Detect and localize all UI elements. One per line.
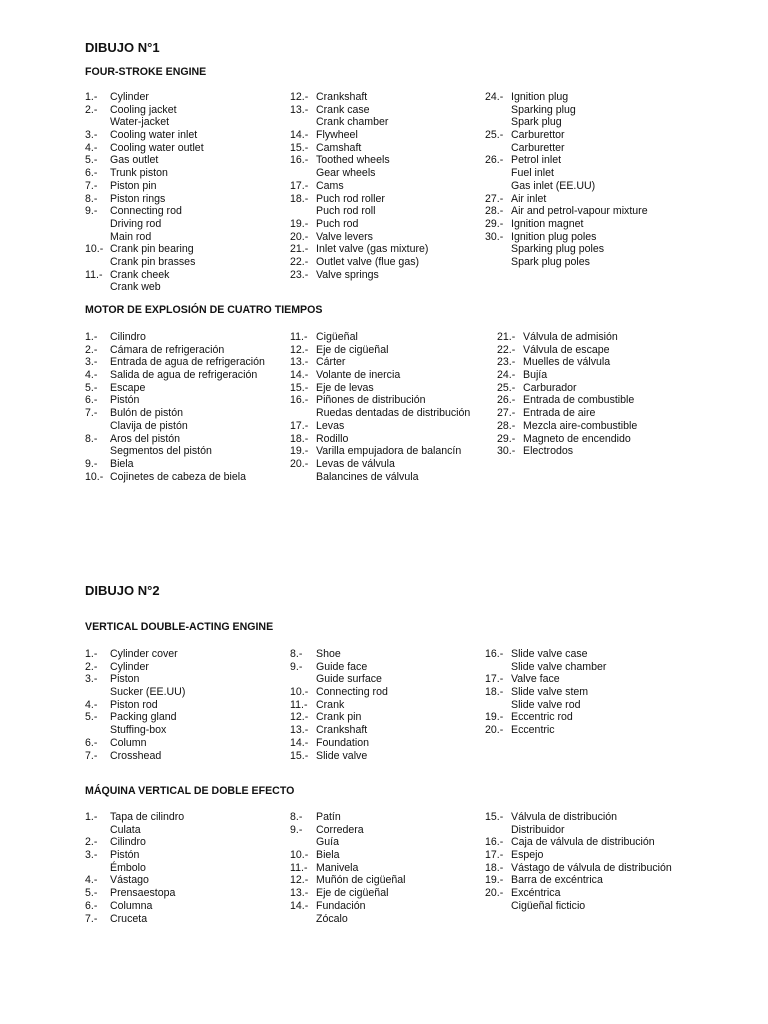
entry-number: 17.- [290, 419, 309, 432]
entry-term: Caja de válvula de distribución [511, 836, 655, 849]
entry-number: 6.- [85, 167, 98, 180]
entry-number: 1.- [85, 331, 98, 343]
entry-term: Rodillo [316, 432, 349, 445]
entry-term: Excéntrica [511, 887, 561, 900]
entry-term: Columna [110, 899, 153, 912]
entry-term: Entrada de agua de refrigeración [110, 356, 265, 369]
entry-term: Ignition magnet [511, 217, 584, 230]
entry-term: Electrodos [523, 445, 574, 458]
entry-term: Crank case [316, 103, 370, 116]
entry-number: 22.- [497, 343, 516, 356]
entry-term: Slide valve [316, 749, 368, 762]
entry-term: Bulón de pistón [110, 407, 184, 420]
entry-term: Bujía [523, 369, 548, 382]
entry-term: Puch rod roll [316, 205, 376, 218]
entry-number: 18.- [290, 192, 309, 205]
entry-number: 13.- [290, 103, 309, 116]
entry-number: 11.- [290, 698, 308, 711]
entry-number: 18.- [485, 861, 504, 874]
entry-term: Distribuidor [511, 823, 565, 836]
entry-number: 13.- [290, 356, 309, 369]
entry-number: 11.- [85, 268, 103, 281]
entry-term: Cooling water outlet [110, 141, 204, 154]
entry-term: Cigüeñal [316, 331, 358, 343]
entry-term: Inlet valve (gas mixture) [316, 243, 429, 256]
entry-term: Eccentric rod [511, 711, 573, 724]
entry-term: Stuffing-box [110, 724, 167, 737]
entry-number: 30.- [497, 445, 516, 458]
entry-term: Air inlet [511, 192, 547, 205]
entry-number: 18.- [290, 432, 309, 445]
entry-term: Air and petrol-vapour mixture [511, 205, 648, 218]
entry-number: 15.- [290, 141, 309, 154]
entry-term: Connecting rod [110, 205, 182, 218]
entry-term: Sparking plug [511, 103, 576, 116]
entry-number: 5.- [85, 711, 98, 724]
entry-term: Crank pin brasses [110, 255, 196, 268]
entry-number: 14.- [290, 736, 309, 749]
entry-number: 19.- [485, 711, 504, 724]
entry-number: 3.- [85, 673, 98, 686]
entry-number: 17.- [485, 673, 504, 686]
entry-term: Carburetter [511, 141, 565, 154]
entry-term: Cylinder cover [110, 648, 178, 660]
entry-term: Zócalo [316, 912, 348, 925]
entry-term: Crank chamber [316, 116, 389, 129]
entry-number: 19.- [290, 217, 309, 230]
entry-number: 1.- [85, 811, 98, 823]
entry-term: Piston pin [110, 179, 157, 192]
entry-number: 11.- [290, 861, 308, 874]
entry-term: Crankshaft [316, 724, 368, 737]
entry-number: 23.- [290, 268, 309, 281]
entry-term: Válvula de admisión [523, 331, 618, 343]
entry-term: Guide surface [316, 673, 382, 686]
entry-number: 4.- [85, 141, 98, 154]
entry-number: 11.- [290, 331, 308, 343]
entry-number: 10.- [85, 470, 104, 483]
entry-term: Crank pin [316, 711, 362, 724]
entry-number: 19.- [290, 445, 309, 458]
entry-term: Ignition plug [511, 91, 569, 103]
entry-number: 10.- [290, 686, 309, 699]
vertical-double-acting-heading: VERTICAL DOUBLE-ACTING ENGINE [85, 621, 274, 633]
entry-term: Segmentos del pistón [110, 445, 212, 458]
entry-term: Muñón de cigüeñal [316, 874, 406, 887]
entry-number: 18.- [485, 686, 504, 699]
entry-term: Sparking plug poles [511, 243, 605, 256]
entry-number: 30.- [485, 230, 504, 243]
entry-term: Vástago de válvula de distribución [511, 861, 672, 874]
entry-number: 29.- [485, 217, 504, 230]
entry-number: 19.- [485, 874, 504, 887]
entry-number: 12.- [290, 343, 309, 356]
entry-number: 25.- [485, 129, 504, 142]
entry-term: Guide face [316, 660, 368, 673]
entry-number: 9.- [85, 205, 98, 218]
entry-term: Biela [316, 849, 340, 862]
entry-term: Corredera [316, 823, 364, 836]
entry-number: 10.- [290, 849, 309, 862]
entry-number: 8.- [290, 648, 303, 660]
entry-term: Water-jacket [110, 116, 170, 129]
entry-term: Cooling jacket [110, 103, 177, 116]
entry-number: 25.- [497, 381, 516, 394]
entry-term: Volante de inercia [316, 369, 401, 382]
entry-term: Cilindro [110, 836, 146, 849]
entry-number: 4.- [85, 874, 98, 887]
entry-term: Piñones de distribución [316, 394, 426, 407]
entry-term: Crankshaft [316, 91, 368, 103]
entry-term: Slide valve stem [511, 686, 589, 699]
four-stroke-heading: FOUR-STROKE ENGINE [85, 66, 207, 78]
entry-term: Biela [110, 457, 134, 470]
entry-number: 6.- [85, 394, 98, 407]
entry-number: 2.- [85, 103, 98, 116]
entry-term: Levas de válvula [316, 457, 395, 470]
entry-term: Connecting rod [316, 686, 388, 699]
entry-term: Aros del pistón [110, 432, 181, 445]
entry-number: 14.- [290, 899, 309, 912]
entry-term: Valve springs [316, 268, 379, 281]
entry-number: 13.- [290, 724, 309, 737]
entry-term: Espejo [511, 849, 544, 862]
entry-term: Tapa de cilindro [110, 811, 185, 823]
entry-term: Spark plug [511, 116, 562, 129]
entry-term: Cylinder [110, 660, 149, 673]
entry-number: 15.- [290, 381, 309, 394]
entry-number: 1.- [85, 648, 98, 660]
entry-number: 3.- [85, 356, 98, 369]
entry-number: 17.- [485, 849, 504, 862]
entry-term: Prensaestopa [110, 887, 176, 900]
entry-number: 7.- [85, 749, 98, 762]
entry-number: 15.- [290, 749, 309, 762]
entry-term: Cylinder [110, 91, 149, 103]
entry-number: 20.- [290, 230, 309, 243]
entry-number: 22.- [290, 255, 309, 268]
entry-term: Cams [316, 179, 344, 192]
entry-number: 29.- [497, 432, 516, 445]
entry-term: Fuel inlet [511, 167, 554, 180]
entry-term: Eje de cigüeñal [316, 887, 389, 900]
entry-term: Driving rod [110, 217, 162, 230]
entry-term: Crosshead [110, 749, 162, 762]
entry-term: Gear wheels [316, 167, 376, 180]
entry-number: 26.- [497, 394, 516, 407]
entry-term: Puch rod [316, 217, 359, 230]
entry-term: Cilindro [110, 331, 146, 343]
entry-number: 8.- [85, 192, 98, 205]
entry-number: 21.- [497, 331, 516, 343]
entry-term: Cojinetes de cabeza de biela [110, 470, 247, 483]
entry-term: Ignition plug poles [511, 230, 597, 243]
entry-term: Petrol inlet [511, 154, 562, 167]
entry-term: Camshaft [316, 141, 362, 154]
entry-number: 14.- [290, 369, 309, 382]
entry-term: Varilla empujadora de balancín [316, 445, 462, 458]
entry-term: Slide valve case [511, 648, 588, 660]
entry-number: 5.- [85, 381, 98, 394]
entry-number: 12.- [290, 711, 309, 724]
entry-term: Puch rod roller [316, 192, 385, 205]
entry-number: 3.- [85, 129, 98, 142]
entry-term: Patín [316, 811, 341, 823]
entry-term: Guía [316, 836, 339, 849]
entry-term: Culata [110, 823, 141, 836]
entry-term: Packing gland [110, 711, 177, 724]
entry-term: Eccentric [511, 724, 555, 737]
entry-term: Carburettor [511, 129, 565, 142]
entry-term: Slide valve rod [511, 698, 581, 711]
entry-term: Crank pin bearing [110, 243, 194, 256]
entry-number: 2.- [85, 836, 98, 849]
entry-number: 13.- [290, 887, 309, 900]
entry-number: 7.- [85, 912, 98, 925]
entry-number: 7.- [85, 407, 98, 420]
dibujo-1-title: DIBUJO N°1 [85, 40, 160, 55]
entry-number: 12.- [290, 874, 309, 887]
entry-term: Clavija de pistón [110, 419, 188, 432]
entry-term: Valve levers [316, 230, 373, 243]
entry-number: 12.- [290, 91, 309, 103]
entry-number: 2.- [85, 343, 98, 356]
dibujo-2-title: DIBUJO N°2 [85, 583, 160, 598]
entry-term: Crank [316, 698, 345, 711]
entry-term: Slide valve chamber [511, 660, 607, 673]
entry-term: Mezcla aire-combustible [523, 419, 638, 432]
entry-term: Eje de cigüeñal [316, 343, 389, 356]
entry-term: Spark plug poles [511, 256, 590, 269]
entry-term: Pistón [110, 394, 140, 407]
entry-term: Shoe [316, 648, 341, 660]
entry-number: 20.- [290, 457, 309, 470]
entry-term: Cámara de refrigeración [110, 343, 225, 356]
entry-term: Fundación [316, 899, 366, 912]
entry-term: Levas [316, 419, 345, 432]
entry-term: Outlet valve (flue gas) [316, 255, 420, 268]
entry-number: 20.- [485, 724, 504, 737]
maquina-vertical-heading: MÁQUINA VERTICAL DE DOBLE EFECTO [85, 785, 295, 797]
entry-number: 4.- [85, 698, 98, 711]
entry-number: 4.- [85, 369, 98, 382]
entry-term: Muelles de válvula [523, 356, 611, 369]
entry-number: 27.- [485, 192, 504, 205]
entry-term: Válvula de escape [523, 343, 610, 356]
entry-number: 10.- [85, 243, 104, 256]
entry-term: Entrada de aire [523, 407, 596, 420]
entry-number: 9.- [290, 660, 303, 673]
entry-term: Toothed wheels [316, 154, 390, 167]
entry-term: Vástago [110, 874, 149, 887]
entry-number: 6.- [85, 736, 98, 749]
entry-number: 3.- [85, 849, 98, 862]
entry-number: 5.- [85, 887, 98, 900]
entry-number: 24.- [485, 91, 504, 103]
entry-term: Cooling water inlet [110, 129, 198, 142]
entry-term: Magneto de encendido [523, 432, 631, 445]
entry-number: 27.- [497, 407, 516, 420]
entry-number: 21.- [290, 243, 309, 256]
entry-term: Flywheel [316, 129, 358, 142]
entry-term: Émbolo [110, 861, 146, 874]
entry-number: 14.- [290, 129, 309, 142]
entry-number: 17.- [290, 179, 309, 192]
entry-term: Barra de excéntrica [511, 874, 603, 887]
entry-term: Pistón [110, 849, 140, 862]
entry-term: Entrada de combustible [523, 394, 635, 407]
entry-number: 2.- [85, 660, 98, 673]
entry-term: Carburador [523, 381, 577, 394]
entry-term: Gas outlet [110, 154, 159, 167]
entry-number: 28.- [485, 205, 504, 218]
entry-number: 16.- [290, 154, 309, 167]
entry-term: Trunk piston [110, 167, 168, 180]
entry-term: Balancines de válvula [316, 470, 419, 483]
entry-number: 26.- [485, 154, 504, 167]
entry-term: Manivela [316, 861, 359, 874]
entry-number: 24.- [497, 369, 516, 382]
entry-term: Escape [110, 381, 146, 394]
entry-term: Eje de levas [316, 381, 374, 394]
entry-term: Válvula de distribución [511, 811, 617, 823]
entry-term: Foundation [316, 736, 370, 749]
entry-term: Salida de agua de refrigeración [110, 369, 258, 382]
entry-number: 7.- [85, 179, 98, 192]
entry-term: Cruceta [110, 912, 148, 925]
motor-explosion-heading: MOTOR DE EXPLOSIÓN DE CUATRO TIEMPOS [85, 304, 323, 316]
entry-term: Ruedas dentadas de distribución [316, 407, 471, 420]
entry-number: 15.- [485, 811, 504, 823]
entry-term: Cigüeñal ficticio [511, 899, 586, 912]
entry-number: 9.- [290, 823, 303, 836]
entry-number: 28.- [497, 419, 516, 432]
entry-term: Valve face [511, 673, 560, 686]
entry-number: 23.- [497, 356, 516, 369]
entry-term: Crank cheek [110, 268, 170, 281]
entry-number: 9.- [85, 457, 98, 470]
entry-number: 20.- [485, 887, 504, 900]
entry-term: Piston [110, 673, 140, 686]
entry-term: Piston rod [110, 698, 158, 711]
entry-number: 1.- [85, 91, 98, 103]
entry-number: 6.- [85, 899, 98, 912]
entry-term: Cárter [316, 356, 346, 369]
entry-term: Main rod [110, 230, 152, 243]
entry-term: Piston rings [110, 192, 166, 205]
entry-term: Column [110, 736, 147, 749]
entry-number: 16.- [485, 648, 504, 660]
entry-term: Sucker (EE.UU) [110, 686, 186, 699]
entry-number: 5.- [85, 154, 98, 167]
entry-number: 16.- [485, 836, 504, 849]
entry-number: 16.- [290, 394, 309, 407]
entry-number: 8.- [290, 811, 303, 823]
entry-term: Crank web [110, 281, 161, 294]
entry-term: Gas inlet (EE.UU) [511, 179, 596, 192]
entry-number: 8.- [85, 432, 98, 445]
